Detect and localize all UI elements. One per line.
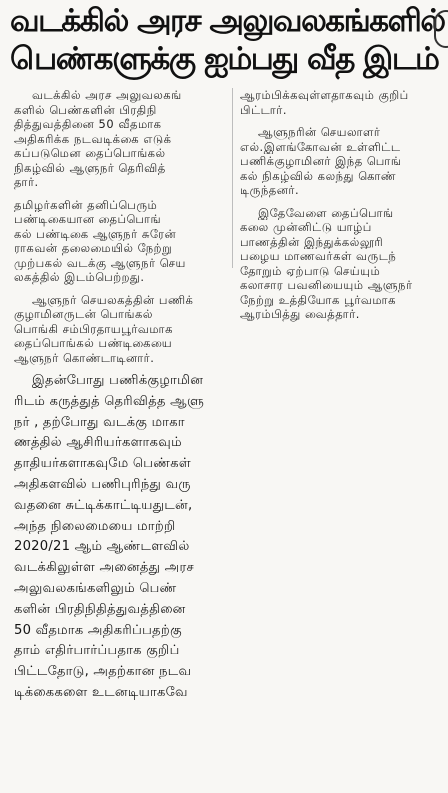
text-line: நிகழ்வில் ஆளுநர் தெரிவித்	[14, 160, 166, 175]
text-line: வதனை சுட்டிக்காட்டியதுடன்,	[14, 497, 193, 513]
text-line: வடக்கில் அரச அலுவலகங்	[32, 88, 182, 102]
text-line: தைப்பொங்கல் பண்டிகையை	[14, 336, 173, 350]
text-line: டிருந்தனர்.	[240, 183, 300, 197]
paragraph-6	[240, 125, 436, 198]
paragraph-3	[14, 293, 226, 366]
text-line: இதேவேளை தைப்பொங்	[258, 205, 394, 220]
text-line: அதிகளவில் பணிபுரிந்து வரு	[14, 476, 191, 492]
text-line: 50 வீதமாக அதிகரிப்பதற்கு	[14, 622, 182, 638]
paragraph-5	[240, 88, 436, 117]
paragraph-4	[14, 371, 226, 704]
paragraph-2	[14, 198, 226, 285]
text-line: அந்த நிலைமையை மாற்றி	[14, 518, 176, 534]
text-line: களின் பிரதிநிதித்துவத்தினை	[14, 601, 186, 617]
text-line: ஆளுநரின் செயலாளர்	[258, 125, 381, 139]
text-line: ஆளுநர் செயலகத்தின் பணிக்	[32, 292, 194, 307]
adjacent-article-fragment	[434, 10, 448, 48]
text-line: டிக்கைகளை உடனடியாகவே	[14, 684, 188, 700]
paragraph-1	[14, 88, 226, 190]
text-line: தோறும் ஏற்பாடு செய்யும்	[240, 263, 381, 278]
text-line: தமிழர்களின் தனிப்பெரும்	[14, 197, 158, 212]
text-line: பழைய மாணவர்கள் வருடந்	[240, 249, 397, 263]
text-line: நேற்று உத்தியோக பூர்வமாக	[240, 292, 396, 307]
text-line: கப்படுமென தைப்பொங்கல்	[14, 146, 166, 160]
text-line: பொங்கி சம்பிரதாயபூர்வமாக	[14, 321, 173, 336]
text-line: ணத்தில் ஆசிரியர்களாகவும்	[14, 435, 182, 451]
text-line: களில் பெண்களின் பிரதிநி	[14, 102, 157, 117]
text-line: ஆரம்பித்து வைத்தார்.	[240, 307, 361, 321]
headline-line-1: வடக்கில் அரச அலுவலகங்களில்	[10, 3, 445, 39]
text-line: லகத்தில் இடம்பெற்றது.	[14, 270, 145, 284]
text-line: ஆரம்பிக்கவுள்ளதாகவும் குறிப்	[240, 88, 409, 102]
text-line: அதிகரிக்க நடவடிக்கை எடுக்	[14, 131, 172, 146]
headline-line-2: பெண்களுக்கு ஐம்பது வீத இடம்	[10, 41, 439, 77]
paragraph-7	[240, 206, 436, 322]
text-line: பண்டிகையான தைப்பொங்	[14, 212, 162, 226]
text-line: கல் நிகழ்வில் கலந்து கொண்	[240, 168, 397, 183]
text-line: எல்.இளங்கோவன் உள்ளிட்ட	[240, 139, 401, 154]
text-line: நர் , தற்போது வடக்கு மாகா	[14, 414, 185, 430]
text-line: பிட்டார்.	[240, 102, 288, 117]
text-line: தாதியர்களாகவுமே பெண்கள்	[14, 456, 191, 472]
text-line: தார்.	[14, 175, 39, 189]
text-line: வடக்கிலுள்ள அனைத்து அரச	[14, 560, 195, 576]
text-line: பாணத்தின் இந்துக்கல்லூரி	[240, 234, 384, 249]
text-line: பணிக்குழாமினர் இந்த பொங்	[240, 154, 402, 168]
text-line: ஆளுநர் கொண்டாடினார்.	[14, 350, 155, 365]
text-line: தாம் எதிர்பார்ப்பதாக குறிப்	[14, 643, 180, 659]
text-line: 2020/21 ஆம் ஆண்டளவில்	[14, 539, 190, 555]
article-column-right	[240, 88, 436, 322]
text-line: ரிடம் கருத்துத் தெரிவித்த ஆளு	[14, 393, 205, 409]
text-line: கலை முன்னிட்டு யாழ்ப்	[240, 220, 372, 234]
text-line: முற்பகல் வடக்கு ஆளுநர் செய	[14, 255, 186, 270]
article-column-left	[14, 88, 226, 704]
text-line: கல் பண்டிகை ஆளுநர் சுரேன்	[14, 226, 177, 241]
text-line: ராகவன் தலைமையில் நேற்று	[14, 241, 173, 255]
text-line: தித்துவத்தினை 50 வீதமாக	[14, 117, 162, 131]
text-line: கலாசார பவனியையும் ஆளுநர்	[240, 278, 413, 292]
column-divider	[232, 88, 233, 268]
text-line: பிட்டதோடு, அதற்கான நடவ	[14, 664, 192, 680]
text-line: அலுவலகங்களிலும் பெண்	[14, 580, 177, 596]
text-line: இதன்போது பணிக்குழாமின	[32, 373, 204, 388]
text-line: குழாமினருடன் பொங்கல்	[14, 307, 153, 321]
